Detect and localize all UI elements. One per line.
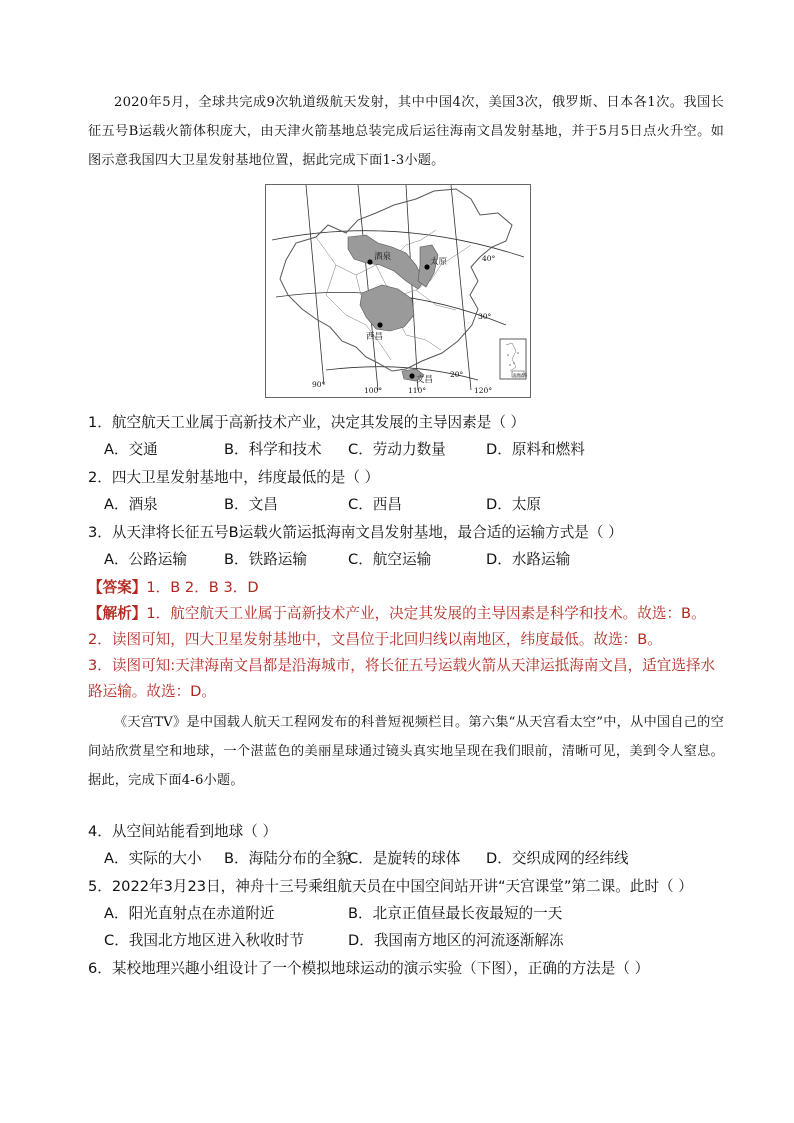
region-gansu-inner-mongolia <box>348 235 424 289</box>
question-3-option-d[interactable]: D．水路运输 <box>486 551 571 568</box>
question-2-option-d[interactable]: D．太原 <box>486 496 542 513</box>
question-2-option-a[interactable]: A．酒泉 <box>104 496 158 513</box>
question-1-option-a[interactable]: A．交通 <box>104 441 158 458</box>
question-5-option-a[interactable]: A．阳光直射点在赤道附近 <box>104 905 275 922</box>
question-3-options <box>104 550 704 570</box>
analysis-block <box>88 601 728 705</box>
question-3-option-a[interactable]: A．公路运输 <box>104 551 187 568</box>
longitude-line-120 <box>451 185 471 390</box>
site-label-xichang: 西昌 <box>366 332 384 342</box>
site-label-taiyuan: 太原 <box>430 257 448 267</box>
taiyuan-site-marker <box>424 264 429 269</box>
question-1-option-d[interactable]: D．原料和燃料 <box>486 441 585 458</box>
analysis-line-2: 2．读图可知，四大卫星发射基地中，文昌位于北回归线以南地区，纬度最低。故选：B。 <box>88 631 662 648</box>
analysis-line-1: 【解析】1．航空航天工业属于高新技术产业，决定其发展的主导因素是科学和技术。故选：B。 <box>88 605 706 622</box>
question-4-option-c[interactable]: C．是旋转的球体 <box>348 850 461 867</box>
lon-label-100: 100° <box>364 386 383 395</box>
question-1-option-b[interactable]: B．科学和技术 <box>224 441 322 458</box>
question-1-option-c[interactable]: C．劳动力数量 <box>348 441 446 458</box>
south-china-sea-inset <box>500 339 528 379</box>
question-5-options-row-1 <box>104 904 704 924</box>
answer-text: 1．B 2．B 3．D <box>146 579 259 596</box>
question-5-options-row-2 <box>104 931 704 951</box>
lon-label-90: 90° <box>312 380 326 389</box>
question-3-option-b[interactable]: B．铁路运输 <box>224 551 307 568</box>
question-2-options <box>104 495 704 515</box>
question-1-stem: 1．航空航天工业属于高新技术产业，决定其发展的主导因素是（ ） <box>88 414 526 431</box>
lon-label-110: 110° <box>408 386 427 395</box>
question-4-stem: 4．从空间站能看到地球（ ） <box>88 823 278 840</box>
site-label-jiuquan: 酒泉 <box>374 252 392 262</box>
question-6-stem: 6．某校地理兴趣小组设计了一个模拟地球运动的演示实验（下图），正确的方法是（ ） <box>88 960 650 977</box>
region-sichuan <box>360 285 414 331</box>
site-label-wenchang: 文昌 <box>416 375 434 385</box>
lat-label-20: 20° <box>450 370 464 379</box>
second-paragraph: 《天宫TV》是中国载人航天工程网发布的科普短视频栏目。第六集“从天宫看太空”中，从中国自己的空间站欣赏星空和地球，一个湛蓝色的美丽星球通过镜头真实地呈现在我们眼前，清晰可见，美到令人窒息。据此，完成下面4-6小题。 <box>88 715 724 788</box>
question-4-option-d[interactable]: D．交织成网的经纬线 <box>486 850 629 867</box>
question-4-option-b[interactable]: B．海陆分布的全貌 <box>224 850 351 867</box>
xichang-site-marker <box>377 322 382 327</box>
question-1-options <box>104 440 704 460</box>
lat-label-40: 40° <box>482 254 496 263</box>
question-3-option-c[interactable]: C．航空运输 <box>348 551 432 568</box>
question-5-option-d[interactable]: D．我国南方地区的河流逐渐解冻 <box>348 932 564 949</box>
inset-label: 南海诸岛 <box>513 373 528 377</box>
jiuquan-site-marker <box>367 259 372 264</box>
analysis-tag: 【解析】 <box>88 605 147 622</box>
question-5-option-b[interactable]: B．北京正值昼最长夜最短的一天 <box>348 905 563 922</box>
lat-label-30: 30° <box>478 312 492 321</box>
wenchang-site-marker <box>409 373 414 378</box>
china-launch-sites-map <box>265 184 531 398</box>
answer-line <box>88 578 259 598</box>
question-5-option-c[interactable]: C．我国北方地区进入秋收时节 <box>104 932 304 949</box>
question-2-option-c[interactable]: C．西昌 <box>348 496 402 513</box>
longitude-line-90 <box>306 185 324 385</box>
question-5-stem: 5．2022年3月23日，神舟十三号乘组航天员在中国空间站开讲“天宫课堂”第二课。此时（ ） <box>88 878 693 895</box>
question-4-option-a[interactable]: A．实际的大小 <box>104 850 202 867</box>
map-svg <box>266 185 530 397</box>
question-2-option-b[interactable]: B．文昌 <box>224 496 278 513</box>
lon-label-120: 120° <box>474 386 493 395</box>
intro-paragraph: 2020年5月，全球共完成9次轨道级航天发射，其中中国4次，美国3次，俄罗斯、日本各1次。我国长征五号B运载火箭体积庞大，由天津火箭基地总装完成后运往海南文昌发射基地，并于5月5日点火升空。如图示意我国四大卫星发射基地位置，据此完成下面1-3小题。 <box>88 95 724 168</box>
question-2-stem: 2．四大卫星发射基地中，纬度最低的是（ ） <box>88 469 380 486</box>
answer-tag: 【答案】 <box>88 579 147 596</box>
question-3-stem: 3．从天津将长征五号B运载火箭运抵海南文昌发射基地，最合适的运输方式是（ ） <box>88 524 623 541</box>
question-4-options <box>104 849 704 869</box>
analysis-line-3: 3．读图可知:天津海南文昌都是沿海城市，将长征五号运载火箭从天津运抵海南文昌，适宜选择水路运输。故选：D。 <box>88 657 716 700</box>
